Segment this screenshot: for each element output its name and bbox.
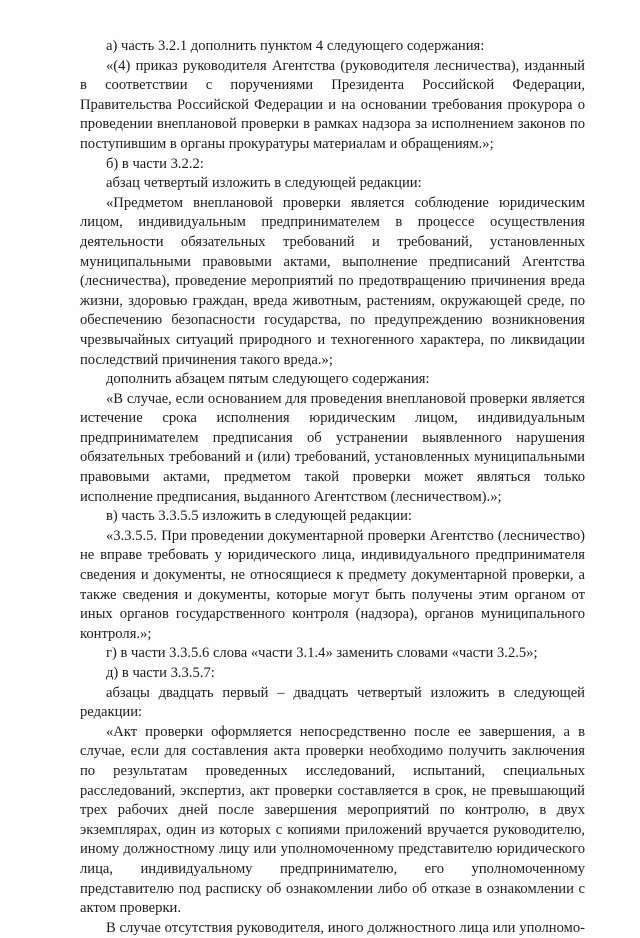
paragraph-instruction: абзац четвертый изложить в следующей редакции: <box>106 175 422 192</box>
paragraph-item-g: г) в части 3.3.5.6 слова «части 3.1.4» заменить словами «части 3.2.5»; <box>106 645 538 662</box>
paragraph-item-a-text: «(4) приказ руководителя Агентства (руководителя лесничества), изданный в соответствии с поручениями Президента Российской Федерации, Правительства Российской Федерации и на основании требования прокурора о проведении внеплановой проверки в рамках надзора за исполнением законов по поступившим в органы прокуратуры материалам и обращениям.»; <box>80 57 585 152</box>
paragraph-item-b: б) в части 3.2.2: <box>106 155 204 172</box>
paragraph-item-a: а) часть 3.2.1 дополнить пунктом 4 следующего содержания: <box>106 38 485 54</box>
paragraph-quote-3-3-5-5: «3.3.5.5. При проведении документарной проверки Агентство (лесничество) не вправе требовать у юридического лица, индивидуального предпринимателя сведения и документы, не относящиеся к предмету документарной проверки, а также сведения и документы, которые могут быть получены этим органом от иных органов государственного контроля (надзора), органов муниципального контроля.»; <box>80 527 585 642</box>
paragraph-instruction: дополнить абзацем пятым следующего содержания: <box>106 371 430 388</box>
document-body <box>80 37 585 938</box>
paragraph-continuation: В случае отсутствия руководителя, иного должностного лица или уполномо- <box>106 919 585 936</box>
paragraph-item-v: в) часть 3.3.5.5 изложить в следующей редакции: <box>106 508 412 525</box>
paragraph-instruction: абзацы двадцать первый – двадцать четвертый изложить в следующей редакции: <box>80 684 585 721</box>
paragraph-quote-subject: «Предметом внеплановой проверки является соблюдение юридическим лицом, индивидуальным предпринимателем в процессе осуществления деятельности обязательных требований и требований, установленных муниципальными правовыми актами, выполнение предписаний Агентства (лесничества), проведение мероприятий по предотвращению причинения вреда жизни, здоровью граждан, вреда животным, растениям, окружающей среде, по обеспечению безопасности государства, по предупреждению возникновения чрезвычайных ситуаций природного и техногенного характера, по ликвидации последствий причинения такого вреда.»; <box>80 194 585 368</box>
paragraph-item-d: д) в части 3.3.5.7: <box>106 665 215 681</box>
paragraph-quote-case: «В случае, если основанием для проведения внеплановой проверки является истечение срока исполнения юридическим лицом, индивидуальным предпринимателем предписания об устранении выявленного нарушения обязательных требований и (или) требований, установленных муниципальными правовыми актами, предметом такой проверки может являться только исполнение предписания, выданного Агентством (лесничеством).»; <box>80 390 585 505</box>
paragraph-quote-act: «Акт проверки оформляется непосредственно после ее завершения, а в случае, если для составления акта проверки необходимо получить заключения по результатам проведенных исследований, испытаний, специальных расследований, экспертиз, акт проверки составляется в срок, не превышающий трех рабочих дней после завершения мероприятий по контролю, в двух экземплярах, один из которых с копиями приложений вручается руководителю, иному должностному лицу или уполномоченному представителю юридического лица, индивидуальному предпринимателю, его уполномоченному представителю под расписку об ознакомлении либо об отказе в ознакомлении с актом проверки. <box>80 723 585 917</box>
